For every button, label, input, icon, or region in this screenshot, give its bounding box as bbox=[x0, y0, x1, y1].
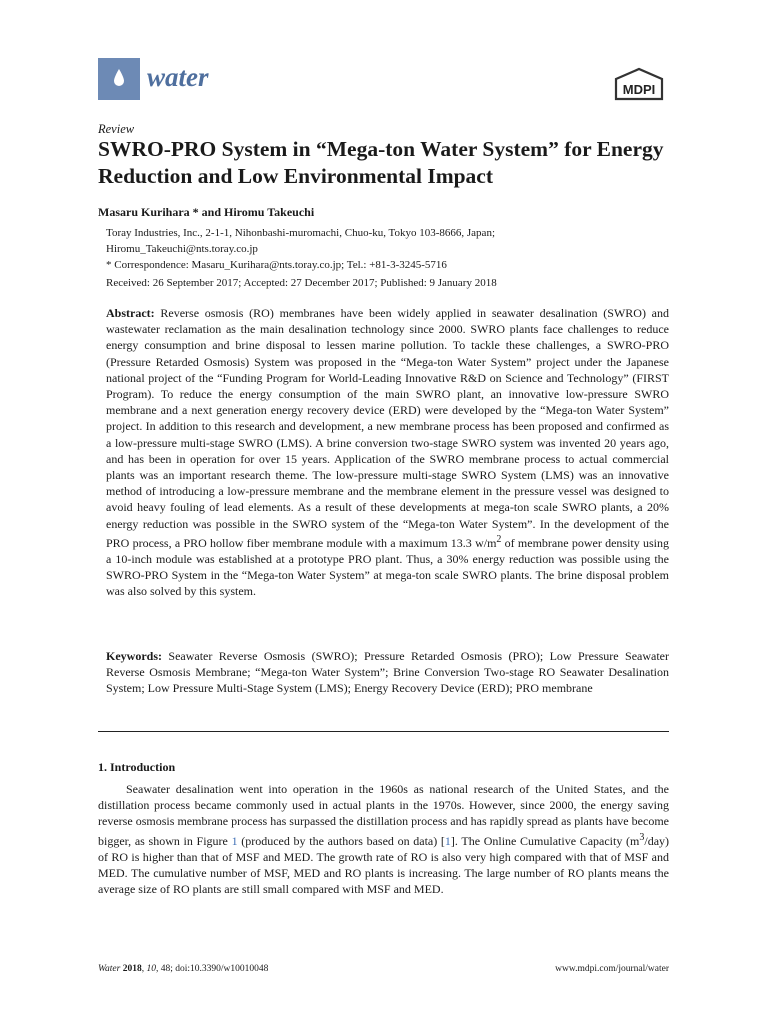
footer-doi[interactable]: , 48; doi:10.3390/w10010048 bbox=[155, 964, 269, 974]
abstract bbox=[106, 305, 669, 600]
superscript: 2 bbox=[496, 533, 502, 545]
mdpi-logo bbox=[612, 67, 666, 103]
affiliation bbox=[106, 225, 666, 273]
paragraph-text: (produced by the authors based on data) [ bbox=[237, 833, 445, 848]
journal-name: water bbox=[147, 62, 209, 92]
author-email[interactable]: Hiromu_Takeuchi@nts.toray.co.jp bbox=[106, 243, 258, 255]
paragraph-text: Seawater desalination went into operation in the 1960s as national research of the United States, and the distillation process became commonly used in actual plants in the 1970s. However, since 2000, the energy saving reverse osmosis membrane process has surpassed the distillation process and has rapidly spread as plants have become bigger, as shown in Figure bbox=[98, 782, 669, 848]
introduction-body bbox=[98, 781, 669, 897]
abstract-text: Reverse osmosis (RO) membranes have been widely applied in seawater desalination (SWRO) and wastewater reclamation as the main desalination technology since 2000. SWRO plants face challenges to reduce energy consumption and brine disposal to lessen marine pollution. To tackle these challenges, a SWRO-PRO (Pressure Retarded Osmosis) System was proposed in the “Mega-ton Water System” project under the Japanese national project of the “Funding Program for World-Leading Innovative R&D on Science and Technology” (FIRST Program). To reduce the energy consumption of the main SWRO plant, an innovative low-pressure SWRO membrane and a next generation energy recovery device (ERD) were developed by the “Mega-ton Water System” project. In addition to this research and development, a new membrane process has been proposed and confirmed as a low-pressure multi-stage SWRO (LMS). A brine conversion two-stage SWRO system was invented 20 years ago, and has been in operation for over 15 years. Application of the SWRO membrane process to actual commercial plants was an important research theme. The low-pressure multi-stage SWRO System (LMS) was an innovative method of introducing a low-pressure membrane and the membrane element in the pressure vessel was designed to avoid heavy fouling of lead elements. As a result of these developments at mega-ton scale SWRO plants, a 20% energy reduction was possible in the SWRO system of the “Mega-ton Water System”. In the development of the PRO process, a PRO hollow fiber membrane module with a maximum 13.3 w/m bbox=[106, 306, 669, 550]
article-title: SWRO-PRO System in “Mega-ton Water System” for Energy Reduction and Low Environmental Impact bbox=[98, 137, 664, 188]
footer-journal: Water bbox=[98, 964, 121, 974]
keywords bbox=[106, 648, 669, 697]
water-drop-icon bbox=[113, 68, 125, 88]
keywords-label: Keywords: bbox=[106, 649, 162, 663]
article-type: Review bbox=[98, 122, 135, 136]
correspondence-line: * Correspondence: Masaru_Kurihara@nts.toray.co.jp; Tel.: +81-3-3245-5716 bbox=[106, 259, 447, 271]
paragraph-text: /day) of RO is higher than that of MSF and MED. The growth rate of RO is also very high compared with that of MSF and MED. The cumulative number of MSF, MED and RO plants is increasing. The large number of RO plants means the average size of RO plants are still small compared with MSF and MED. bbox=[98, 833, 670, 897]
journal-url[interactable]: www.mdpi.com/journal/water bbox=[555, 964, 669, 974]
figure-link[interactable]: 1 bbox=[231, 833, 238, 848]
keywords-text: Seawater Reverse Osmosis (SWRO); Pressure Retarded Osmosis (PRO); Low Pressure Seawater Reverse Osmosis Membrane; “Mega-ton Water System”; Brine Conversion Two-stage RO Seawater Desalination System; Low Pressure Multi-Stage System (LMS); Energy Recovery Device (ERD); PRO membrane bbox=[106, 649, 670, 696]
superscript: 3 bbox=[639, 831, 645, 843]
paragraph-text: ]. The Online Cumulative Capacity (m bbox=[450, 833, 640, 848]
citation-link[interactable]: 1 bbox=[444, 833, 451, 848]
abstract-label: Abstract: bbox=[106, 306, 155, 320]
journal-logo bbox=[98, 58, 140, 100]
section-divider bbox=[98, 731, 669, 732]
section-heading: 1. Introduction bbox=[98, 760, 176, 774]
publication-dates: Received: 26 September 2017; Accepted: 27 December 2017; Published: 9 January 2018 bbox=[106, 277, 497, 289]
footer-year: 2018 bbox=[122, 964, 142, 974]
abstract-text-cont: of membrane power density using a 10-inch module was established at a prototype PRO plant. Thus, a 30% energy reduction was possible using the SWRO-PRO System in the “Mega-ton Water System” at mega-ton scale SWRO plants. The brine disposal problem was also solved by this system. bbox=[106, 535, 670, 599]
svg-text:MDPI: MDPI bbox=[622, 82, 656, 97]
citation-footer: Water 2018, 10, 48; doi:10.3390/w10010048 bbox=[98, 964, 269, 974]
author-list: Masaru Kurihara * and Hiromu Takeuchi bbox=[98, 205, 315, 219]
footer-volume: 10 bbox=[146, 964, 156, 974]
paragraph bbox=[98, 781, 669, 897]
affiliation-line: Toray Industries, Inc., 2-1-1, Nihonbashi-muromachi, Chuo-ku, Tokyo 103-8666, Japan; bbox=[106, 227, 495, 239]
